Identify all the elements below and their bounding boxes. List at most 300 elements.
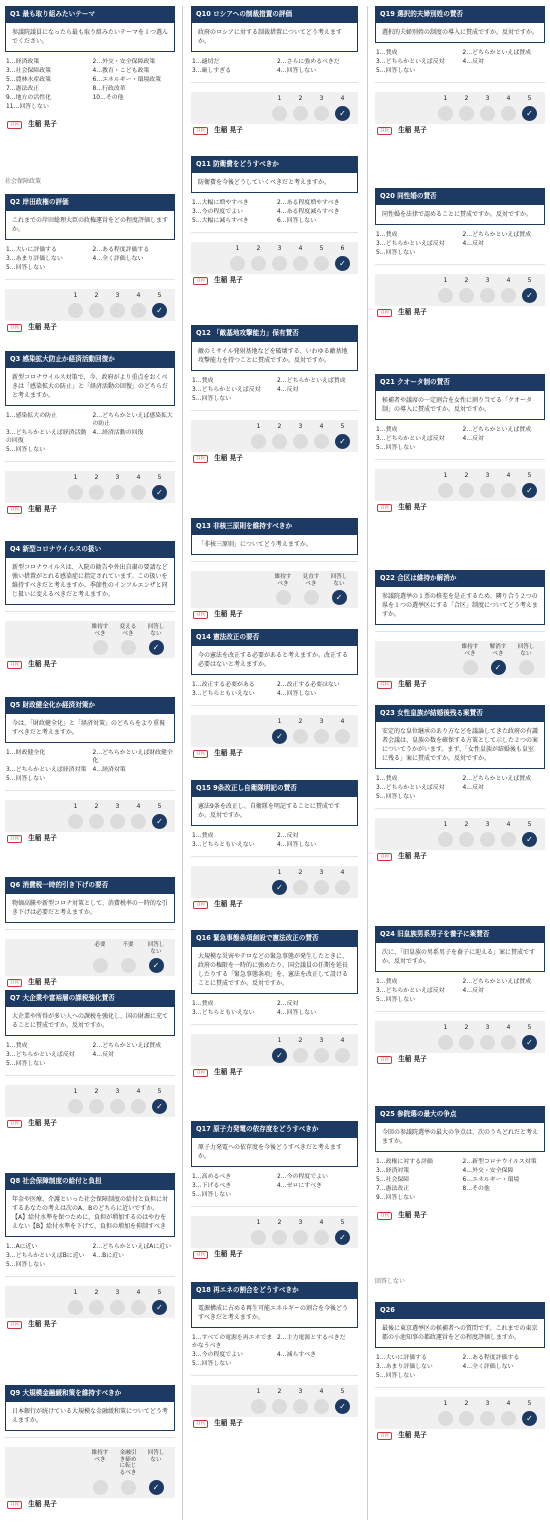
q12-answer-scale — [191, 420, 358, 452]
q12-choice-dot — [314, 434, 329, 449]
q14-choice-dot — [293, 729, 308, 744]
q19-answer-scale — [375, 92, 545, 124]
q10-option: 2…さらに強めるべきだ — [277, 59, 340, 65]
q14-respondent — [191, 749, 358, 758]
q18-scale-dots — [191, 1399, 350, 1414]
q19-option: 2…どちらかといえば賛成 — [462, 50, 532, 56]
q23-question-text: 安定的な皇位継承のあり方などを議論してきた政府の有識者会議は、皇族の数を確保する方策として示した２つの案についてうかがいます。まず、「女性皇族が結婚後も皇室に残る」案に賛成ですか。反対ですか。 — [375, 722, 545, 769]
q20-choice-dot — [459, 288, 474, 303]
q1-option: 9…地方の活性化 — [6, 94, 51, 101]
q10-title: Q10 ロシアへの制裁措置の評価 — [191, 6, 358, 23]
q10-scale-label: 1 — [277, 94, 282, 102]
q20-selected-check-icon: ✓ — [522, 288, 537, 303]
q19-title: Q19 選択的夫婦別姓の賛否 — [375, 6, 545, 23]
q8-scale-label: 5 — [157, 1288, 162, 1296]
q23-respondent — [375, 852, 545, 861]
q11-scale-label: 1 — [235, 244, 240, 252]
q10-option: 1…適切だ — [192, 59, 220, 65]
q12-selected-check-icon: ✓ — [335, 434, 350, 449]
q5-scale-label: 2 — [94, 802, 99, 810]
q23-scale-labels — [375, 821, 537, 829]
q3-answer-scale — [5, 471, 175, 503]
q9-scale-label: 回答しない — [147, 1450, 165, 1463]
q13-choice-dot — [304, 590, 319, 605]
q13-card — [191, 518, 358, 619]
q2-title: Q2 岸田政権の評価 — [5, 194, 175, 211]
q3-option: 1…感染拡大の防止 — [6, 413, 57, 419]
q16-title: Q16 緊急事態条項創設で憲法改正の賛否 — [191, 930, 358, 947]
q10-answer-scale — [191, 92, 358, 124]
q5-selected-check-icon: ✓ — [152, 814, 167, 829]
q19-respondent — [375, 126, 545, 135]
q22-choice-dot — [519, 660, 534, 675]
q16-option: 4…回答しない — [277, 1009, 317, 1016]
q5-answer-scale — [5, 800, 175, 832]
section-label: 社会保障政策 — [5, 178, 42, 185]
q14-answer-scale — [191, 715, 358, 747]
q12-choice-dot — [251, 434, 266, 449]
q7-option — [93, 1061, 176, 1069]
q8-answer-scale — [5, 1286, 175, 1318]
q24-choice-dot — [438, 1035, 453, 1050]
q3-choice-dot — [131, 485, 146, 500]
q21-scale-label: 1 — [443, 471, 448, 479]
party-badge: 自民 — [7, 1501, 22, 1509]
q19-choice-dot — [501, 106, 516, 121]
q11-title: Q11 防衛費をどうすべきか — [191, 156, 358, 173]
party-badge: 自民 — [7, 1321, 22, 1329]
party-badge: 自民 — [377, 681, 392, 689]
respondent-name: 生稲 晃子 — [398, 503, 427, 512]
q14-choice-dot — [314, 729, 329, 744]
q18-scale-label: 4 — [319, 1387, 324, 1395]
q15-choice-dot — [314, 880, 329, 895]
q16-choice-dot — [314, 1048, 329, 1063]
q19-option: 3…どちらかといえば反対 — [376, 58, 445, 65]
q9-choice-dot — [121, 1480, 136, 1495]
q20-scale-label: 2 — [464, 276, 469, 284]
q25-option: 9…回答しない — [376, 1194, 416, 1201]
q8-selected-check-icon: ✓ — [152, 1300, 167, 1315]
q18-answer-scale — [191, 1385, 358, 1417]
q2-scale-label: 4 — [136, 291, 141, 299]
q19-card — [375, 6, 545, 135]
q10-option: 3…厳しすぎる — [192, 67, 232, 74]
q2-selected-check-icon: ✓ — [152, 303, 167, 318]
q1-title: Q1 最も取り組みたいテーマ — [5, 6, 175, 23]
q22-question-text: 参議院選挙の１票の格差を是正するため、隣り合う２つの県を１つの選挙区にする「合区」制度についてどう考えますか。 — [375, 587, 545, 625]
q26-option — [463, 1373, 546, 1381]
q3-option: 2…どちらかといえば感染拡大の防止 — [92, 413, 173, 427]
q7-choice-dot — [131, 1099, 146, 1114]
q12-title: Q12 「敵基地攻撃能力」保有賛否 — [191, 325, 358, 342]
respondent-name: 生稲 晃子 — [28, 1119, 57, 1128]
q9-selected-check-icon: ✓ — [149, 1480, 164, 1495]
q24-choice-dot — [501, 1035, 516, 1050]
q11-scale-label: 5 — [319, 244, 324, 252]
q2-option — [93, 265, 176, 273]
q10-scale-label: 2 — [298, 94, 303, 102]
q21-scale-label: 4 — [506, 471, 511, 479]
q21-selected-check-icon: ✓ — [522, 483, 537, 498]
q5-option: 2…どちらかといえば財政健全化 — [92, 750, 173, 764]
q14-option: 3…どちらともいえない — [192, 690, 255, 697]
q21-scale-label: 3 — [485, 471, 490, 479]
respondent-name: 生稲 晃子 — [28, 1320, 57, 1329]
respondent-name: 生稲 晃子 — [398, 852, 427, 861]
q23-card — [375, 705, 545, 861]
respondent-name: 生稲 晃子 — [28, 323, 57, 332]
q24-options — [375, 979, 545, 1005]
q5-card — [5, 697, 175, 843]
q6-scale-label: 必要 — [94, 942, 106, 948]
q12-option: 3…どちらかといえば反対 — [192, 386, 261, 393]
q1-options — [5, 59, 175, 112]
q11-respondent — [191, 276, 358, 285]
q22-choice-dot — [463, 660, 478, 675]
q26-scale-label: 2 — [464, 1399, 469, 1407]
q18-scale-label: 5 — [340, 1387, 345, 1395]
q15-scale-labels — [191, 869, 350, 877]
q24-selected-check-icon: ✓ — [522, 1035, 537, 1050]
q1-option: 4…教育・こども政策 — [92, 67, 150, 74]
q6-scale-label: 不要 — [122, 942, 134, 948]
q20-scale-labels — [375, 277, 537, 285]
q13-title: Q13 非核三原則を維持すべきか — [191, 518, 358, 535]
q1-card — [5, 6, 175, 129]
q2-scale-label: 5 — [157, 291, 162, 299]
q26-scale-label: 1 — [443, 1399, 448, 1407]
q9-divider — [5, 1437, 175, 1438]
q12-choice-dot — [293, 434, 308, 449]
q18-choice-dot — [272, 1399, 287, 1414]
q20-scale-label: 5 — [527, 276, 532, 284]
q7-scale-dots — [5, 1099, 167, 1114]
q11-card — [191, 156, 358, 285]
q3-scale-label: 5 — [157, 473, 162, 481]
respondent-name: 生稲 晃子 — [28, 1499, 57, 1508]
party-badge: 自民 — [377, 1056, 392, 1064]
respondent-name: 生稲 晃子 — [398, 308, 427, 317]
q22-divider — [375, 631, 545, 632]
q9-card — [5, 1385, 175, 1509]
q14-scale-label: 1 — [277, 717, 282, 725]
q16-card — [191, 930, 358, 1077]
party-badge: 自民 — [7, 979, 22, 987]
party-badge: 自民 — [193, 127, 208, 135]
respondent-name: 生稲 晃子 — [28, 834, 57, 843]
q19-option — [463, 68, 546, 76]
q18-option: 2…主力電源とするべきだ — [277, 1335, 346, 1341]
q14-title: Q14 憲法改正の要否 — [191, 629, 358, 646]
q11-selected-check-icon: ✓ — [335, 256, 350, 271]
party-badge: 自民 — [377, 853, 392, 861]
q5-question-text: 今は、「財政健全化」と「経済対策」のどちらをより重視すべきだと考えますか。 — [5, 714, 175, 743]
q17-option: 4…ゼロにすべき — [277, 1182, 322, 1189]
q25-option: 1…政権に対する評価 — [376, 1159, 433, 1165]
q1-option: 6…エネルギー・環境政策 — [92, 76, 162, 83]
q23-scale-label: 2 — [464, 820, 469, 828]
q23-scale-label: 3 — [485, 820, 490, 828]
q13-respondent — [191, 610, 358, 619]
q16-respondent — [191, 1068, 358, 1077]
q11-scale-label: 6 — [340, 244, 345, 252]
q18-choice-dot — [251, 1399, 266, 1414]
respondent-name: 生稲 晃子 — [214, 276, 243, 285]
q4-choice-dot — [93, 640, 108, 655]
q8-scale-labels — [5, 1289, 167, 1297]
q10-scale-labels — [191, 95, 350, 103]
q21-option: 3…どちらかといえば反対 — [376, 435, 445, 442]
q23-choice-dot — [459, 832, 474, 847]
q14-question-text: 今の憲法を改正する必要があると考えますか。改正する必要はないと考えますか。 — [191, 646, 358, 675]
q18-choice-dot — [293, 1399, 308, 1414]
q18-scale-label: 1 — [256, 1387, 261, 1395]
q21-option: 1…賛成 — [376, 427, 398, 433]
q17-scale-label: 1 — [256, 1218, 261, 1226]
party-badge: 自民 — [7, 506, 22, 514]
q8-choice-dot — [68, 1300, 83, 1315]
q9-scale-label: 維持すべき — [91, 1450, 109, 1463]
q10-divider — [191, 82, 358, 83]
q24-scale-labels — [375, 1024, 537, 1032]
q17-option: 2…今の程度でよい — [277, 1174, 328, 1180]
q26-selected-check-icon: ✓ — [522, 1411, 537, 1426]
q13-divider — [191, 561, 358, 562]
q3-choice-dot — [89, 485, 104, 500]
q22-card — [375, 570, 545, 689]
q15-scale-label: 4 — [340, 868, 345, 876]
respondent-name: 生稲 晃子 — [28, 505, 57, 514]
q24-option: 3…どちらかといえば反対 — [376, 987, 445, 994]
q6-choice-dot — [93, 958, 108, 973]
q2-scale-label: 3 — [115, 291, 120, 299]
q26-answer-scale — [375, 1397, 545, 1429]
q20-scale-label: 1 — [443, 276, 448, 284]
q13-answer-scale — [191, 571, 358, 608]
q21-option: 2…どちらかといえば賛成 — [462, 427, 532, 433]
q26-scale-label: 3 — [485, 1399, 490, 1407]
q7-option: 4…反対 — [92, 1051, 114, 1058]
q16-answer-scale — [191, 1034, 358, 1066]
respondent-name: 生稲 晃子 — [214, 1250, 243, 1259]
q23-scale-label: 4 — [506, 820, 511, 828]
q2-option: 5…回答しない — [6, 264, 46, 271]
q12-option — [277, 396, 358, 404]
q2-choice-dot — [110, 303, 125, 318]
q21-choice-dot — [480, 483, 495, 498]
q12-scale-label: 1 — [256, 422, 261, 430]
q23-title: Q23 女性皇族が結婚後残る案賛否 — [375, 705, 545, 722]
q11-scale-label: 2 — [256, 244, 261, 252]
q6-answer-scale — [5, 939, 175, 976]
q21-scale-dots — [375, 483, 537, 498]
q8-option: 2…どちらかといえばAに近い — [92, 1244, 171, 1250]
q23-selected-check-icon: ✓ — [522, 832, 537, 847]
q16-question-text: 大規模な災害やテロなどの緊急事態が発生したときに、政府の権限を一時的に強めたり、国会議員の任期を延長したりする「緊急事態条項」を、憲法を改正して設けることに賛成ですか。反対ですか。 — [191, 947, 358, 994]
q23-option: 3…どちらかといえば反対 — [376, 784, 445, 791]
q5-option: 1…財政健全化 — [6, 750, 46, 756]
q6-scale-dots — [5, 958, 167, 973]
q12-choice-dot — [272, 434, 287, 449]
q8-question-text: 年金や医療、介護といった社会保障制度の給付と負担に対するあなたの考えは次のA、Bのどちらに近いですか。【A】給付水準を保つために、負担が増加するのはやむをえない【B】給付水準を下げて、負担の増加を抑制すべき — [5, 1190, 175, 1237]
q16-scale-labels — [191, 1037, 350, 1045]
q1-option: 2…外交・安全保障政策 — [92, 59, 156, 65]
q8-title: Q8 社会保障制度の給付と負担 — [5, 1173, 175, 1190]
party-badge: 自民 — [193, 901, 208, 909]
q11-answer-scale — [191, 242, 358, 274]
q16-divider — [191, 1024, 358, 1025]
q20-option: 1…賛成 — [376, 232, 398, 238]
q26-question-text: 最後に東京選挙区の候補者への質問です。これまでの東京都の小池知事の都政運営をどの程度評価しますか。 — [375, 1319, 545, 1348]
q3-divider — [5, 461, 175, 462]
q7-choice-dot — [89, 1099, 104, 1114]
q1-option — [93, 104, 176, 112]
q25-option: 7…憲法改正 — [376, 1185, 410, 1192]
q1-option: 7…憲法改正 — [6, 85, 40, 92]
q24-scale-label: 3 — [485, 1023, 490, 1031]
q20-respondent — [375, 308, 545, 317]
q12-option: 1…賛成 — [192, 378, 214, 384]
q7-scale-label: 5 — [157, 1087, 162, 1095]
q24-choice-dot — [480, 1035, 495, 1050]
q20-option: 2…どちらかといえば賛成 — [462, 232, 532, 238]
q3-scale-label: 1 — [73, 473, 78, 481]
q14-card — [191, 629, 358, 758]
q26-choice-dot — [459, 1411, 474, 1426]
q14-option: 4…回答しない — [277, 690, 317, 697]
q4-selected-check-icon: ✓ — [149, 640, 164, 655]
q5-scale-label: 5 — [157, 802, 162, 810]
q3-card — [5, 351, 175, 514]
q22-title: Q22 合区は維持か解消か — [375, 570, 545, 587]
q11-question-text: 防衛費を今後どうしていくべきだと考えますか。 — [191, 173, 358, 193]
q24-title: Q24 旧皇族男系男子を養子に案賛否 — [375, 926, 545, 943]
party-badge: 自民 — [193, 1251, 208, 1259]
q24-scale-label: 1 — [443, 1023, 448, 1031]
q18-card — [191, 1282, 358, 1428]
q16-choice-dot — [293, 1048, 308, 1063]
q20-card — [375, 188, 545, 317]
q16-scale-label: 4 — [340, 1036, 345, 1044]
q14-option: 1…改正する必要がある — [192, 682, 255, 688]
q4-question-text: 新型コロナウイルスは、入院の勧告や外出自粛の要請など強い措置がとれる感染症に指定されています。この扱いを維持すべきだと考えますか。季節性のインフルエンザと同じ扱いに変えるべきだと考えますか。 — [5, 558, 175, 605]
q11-scale-labels — [191, 245, 350, 253]
respondent-name: 生稲 晃子 — [214, 126, 243, 135]
q19-option: 1…賛成 — [376, 50, 398, 56]
q16-scale-label: 1 — [277, 1036, 282, 1044]
q17-scale-dots — [191, 1230, 350, 1245]
q5-option: 4…経済対策 — [92, 766, 126, 773]
q17-divider — [191, 1206, 358, 1207]
q7-choice-dot — [68, 1099, 83, 1114]
q1-option: 11…回答しない — [6, 103, 49, 110]
q2-choice-dot — [131, 303, 146, 318]
q12-option: 4…反対 — [277, 386, 299, 393]
q8-options — [5, 1244, 175, 1270]
q8-option — [93, 1262, 176, 1270]
q10-choice-dot — [314, 106, 329, 121]
no-answer-note: 回答しない — [375, 1278, 406, 1285]
q7-scale-label: 4 — [136, 1087, 141, 1095]
q25-option: 6…エネルギー・環境 — [462, 1176, 520, 1183]
q26-option: 5…回答しない — [376, 1372, 416, 1379]
q8-choice-dot — [131, 1300, 146, 1315]
q19-options — [375, 50, 545, 76]
q21-option: 4…反対 — [462, 435, 484, 442]
q6-divider — [5, 929, 175, 930]
q13-scale-label: 維持すべき — [274, 574, 292, 587]
q17-choice-dot — [314, 1230, 329, 1245]
q17-choice-dot — [251, 1230, 266, 1245]
q18-choice-dot — [314, 1399, 329, 1414]
q3-title: Q3 感染拡大防止か経済活動回復か — [5, 351, 175, 368]
party-badge: 自民 — [7, 661, 22, 669]
q20-choice-dot — [438, 288, 453, 303]
q17-option: 1…高めるべき — [192, 1174, 232, 1180]
q23-choice-dot — [501, 832, 516, 847]
q24-scale-dots — [375, 1035, 537, 1050]
q26-respondent — [375, 1431, 545, 1440]
q21-divider — [375, 459, 545, 460]
q2-options — [5, 247, 175, 273]
q11-option: 1…大幅に増やすべき — [192, 200, 249, 206]
party-badge: 自民 — [377, 1432, 392, 1440]
q7-option: 5…回答しない — [6, 1060, 46, 1067]
q11-option: 4…ある程度減らすべき — [277, 208, 340, 215]
q26-option: 1…大いに評価する — [376, 1355, 427, 1361]
q15-scale-label: 1 — [277, 868, 282, 876]
q26-scale-label: 5 — [527, 1399, 532, 1407]
q3-selected-check-icon: ✓ — [152, 485, 167, 500]
q22-scale-labels — [375, 644, 537, 657]
q3-question-text: 新型コロナウイルス対策で、今、政府がより重点をおくべきは「感染拡大の防止」と「経済活動の回復」のどちらだと考えますか。 — [5, 368, 175, 406]
q20-options — [375, 232, 545, 258]
q7-respondent — [5, 1119, 175, 1128]
respondent-name: 生稲 晃子 — [398, 680, 427, 689]
q24-card — [375, 926, 545, 1064]
q12-scale-label: 5 — [340, 422, 345, 430]
q19-scale-label: 1 — [443, 94, 448, 102]
q13-scale-label: 回答しない — [330, 574, 348, 587]
q7-options — [5, 1043, 175, 1069]
q17-option: 5…回答しない — [192, 1191, 232, 1198]
q25-options — [375, 1159, 545, 1203]
q10-options — [191, 59, 358, 76]
q5-scale-label: 4 — [136, 802, 141, 810]
q13-choice-dot — [276, 590, 291, 605]
q2-scale-dots — [5, 303, 167, 318]
q5-option: 5…回答しない — [6, 775, 46, 782]
q16-scale-label: 2 — [298, 1036, 303, 1044]
q11-scale-dots — [191, 256, 350, 271]
q2-scale-label: 1 — [73, 291, 78, 299]
q16-scale-dots — [191, 1048, 350, 1063]
q2-respondent — [5, 323, 175, 332]
q19-selected-check-icon: ✓ — [522, 106, 537, 121]
q4-title: Q4 新型コロナウイルスの扱い — [5, 541, 175, 558]
q18-option: 5…回答しない — [192, 1360, 232, 1367]
q7-choice-dot — [110, 1099, 125, 1114]
q21-scale-labels — [375, 472, 537, 480]
q13-question-text: 「非核三原則」についてどう考えますか。 — [191, 535, 358, 555]
q18-respondent — [191, 1419, 358, 1428]
q7-option: 2…どちらかといえば賛成 — [92, 1043, 162, 1049]
q23-option: 5…回答しない — [376, 793, 416, 800]
q15-answer-scale — [191, 866, 358, 898]
q5-option — [93, 776, 176, 784]
q15-option: 3…どちらともいえない — [192, 841, 255, 848]
